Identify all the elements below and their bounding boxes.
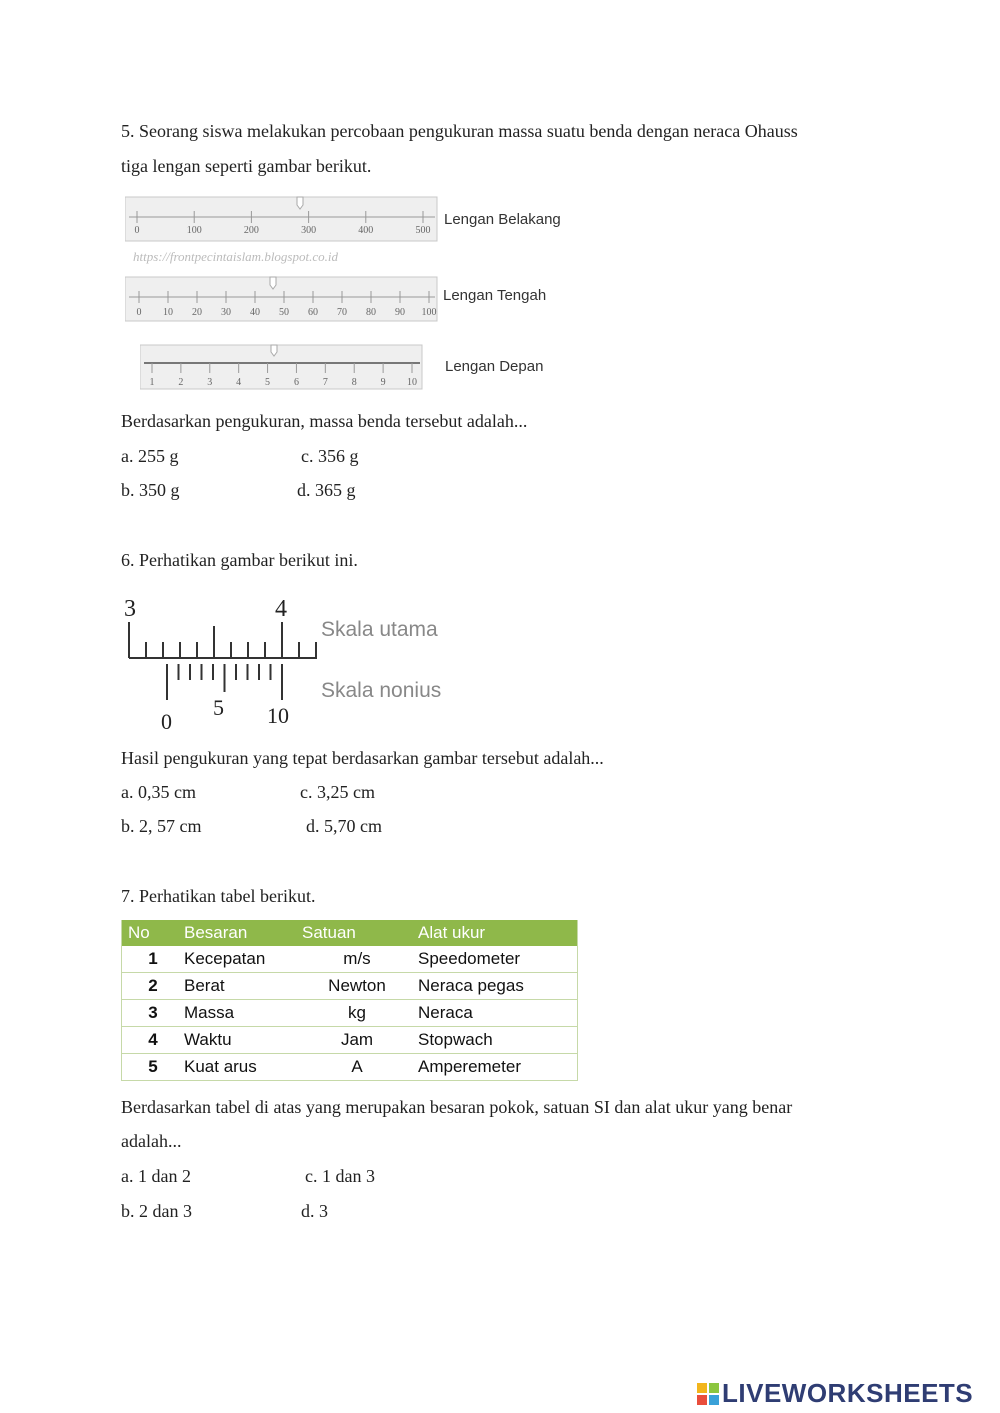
- middle-arm-tick-label: 60: [308, 307, 318, 318]
- cell-no: 1: [122, 946, 179, 973]
- q7-option-d[interactable]: d. 3: [301, 1201, 328, 1221]
- middle-arm-tick-label: 0: [136, 307, 142, 318]
- cell-satuan: A: [296, 1054, 412, 1081]
- cell-besaran: Berat: [178, 973, 296, 1000]
- cell-besaran: Massa: [178, 1000, 296, 1027]
- cell-besaran: Kecepatan: [178, 946, 296, 973]
- cell-besaran: Kuat arus: [178, 1054, 296, 1081]
- back-arm-tick-label: 300: [301, 225, 317, 236]
- vernier-0: 0: [161, 709, 172, 734]
- q6-option-d[interactable]: d. 5,70 cm: [306, 816, 382, 836]
- cell-satuan: Jam: [296, 1027, 412, 1054]
- middle-arm-tick-label: 80: [366, 307, 376, 318]
- table-header-row: [122, 920, 578, 946]
- cell-satuan: Newton: [296, 973, 412, 1000]
- vernier-10: 10: [267, 703, 289, 728]
- table-row: [122, 946, 578, 973]
- back-arm-label: Lengan Belakang: [444, 211, 561, 228]
- q5-option-a[interactable]: a. 255 g: [121, 446, 179, 466]
- cell-no: 5: [122, 1054, 179, 1081]
- q5-option-b[interactable]: b. 350 g: [121, 480, 180, 500]
- middle-arm-tick-label: 100: [421, 307, 437, 318]
- back-arm-ruler: [125, 195, 440, 243]
- cell-besaran: Waktu: [178, 1027, 296, 1054]
- header-satuan: Satuan: [296, 920, 412, 946]
- table-row: [122, 1027, 578, 1054]
- middle-arm-tick-label: 50: [279, 307, 289, 318]
- middle-arm-tick-label: 10: [163, 307, 173, 318]
- front-arm-ruler: [140, 343, 425, 391]
- front-arm-tick-label: 6: [293, 377, 299, 388]
- measurement-table: [121, 920, 578, 1081]
- q6-prompt: 6. Perhatikan gambar berikut ini.: [121, 550, 358, 570]
- front-arm-tick-label: 8: [351, 377, 357, 388]
- q5-question: Berdasarkan pengukuran, massa benda tersebut adalah...: [121, 411, 528, 431]
- table-row: [122, 1000, 578, 1027]
- cell-no: 2: [122, 973, 179, 1000]
- front-arm-tick-label: 3: [207, 377, 213, 388]
- cell-alat-ukur: Amperemeter: [412, 1054, 578, 1081]
- cell-no: 4: [122, 1027, 179, 1054]
- q5-option-c[interactable]: c. 356 g: [301, 446, 359, 466]
- back-arm-tick-label: 0: [134, 225, 140, 236]
- liveworksheets-logo-icon: [697, 1383, 719, 1405]
- cell-satuan: m/s: [296, 946, 412, 973]
- liveworksheets-logo-text: LIVEWORKSHEETS: [722, 1378, 974, 1408]
- front-arm-tick-label: 10: [407, 377, 417, 388]
- header-besaran: Besaran: [178, 920, 296, 946]
- middle-arm-tick-label: 90: [395, 307, 405, 318]
- q7-option-b[interactable]: b. 2 dan 3: [121, 1201, 192, 1221]
- cell-alat-ukur: Neraca pegas: [412, 973, 578, 1000]
- middle-arm-tick-label: 30: [221, 307, 231, 318]
- q7-prompt: 7. Perhatikan tabel berikut.: [121, 886, 316, 906]
- front-arm-tick-label: 2: [178, 377, 184, 388]
- cell-satuan: kg: [296, 1000, 412, 1027]
- main-scale-label: Skala utama: [321, 618, 438, 641]
- q7-option-c[interactable]: c. 1 dan 3: [305, 1166, 375, 1186]
- q6-option-b[interactable]: b. 2, 57 cm: [121, 816, 202, 836]
- middle-arm-label: Lengan Tengah: [443, 287, 547, 304]
- watermark: https://frontpecintaislam.blogspot.co.id: [133, 249, 338, 264]
- header-no: No: [122, 920, 179, 946]
- back-arm-tick-label: 200: [243, 225, 259, 236]
- back-arm-tick-label: 100: [186, 225, 202, 236]
- q5-text-line2: tiga lengan seperti gambar berikut.: [121, 156, 372, 176]
- table-row: [122, 973, 578, 1000]
- q6-question: Hasil pengukuran yang tepat berdasarkan gambar tersebut adalah...: [121, 748, 604, 768]
- middle-arm-tick-label: 40: [250, 307, 260, 318]
- vernier-scale-label: Skala nonius: [321, 679, 442, 702]
- back-arm-tick-label: 400: [358, 225, 374, 236]
- back-arm-tick-label: 500: [415, 225, 431, 236]
- q5-text-line1: 5. Seorang siswa melakukan percobaan pengukuran massa suatu benda dengan neraca Ohauss: [121, 121, 798, 141]
- main-scale-3: 3: [124, 596, 136, 622]
- cell-alat-ukur: Stopwach: [412, 1027, 578, 1054]
- front-arm-label: Lengan Depan: [445, 358, 544, 375]
- q7-question-line2: adalah...: [121, 1131, 182, 1151]
- cell-no: 3: [122, 1000, 179, 1027]
- table-row: [122, 1054, 578, 1081]
- q7-option-a[interactable]: a. 1 dan 2: [121, 1166, 191, 1186]
- front-arm-tick-label: 1: [149, 377, 155, 388]
- vernier-5: 5: [213, 695, 224, 720]
- q6-option-a[interactable]: a. 0,35 cm: [121, 782, 196, 802]
- vernier-caliper-diagram: [120, 592, 340, 737]
- front-arm-tick-label: 4: [236, 377, 242, 388]
- front-arm-tick-label: 9: [380, 377, 386, 388]
- front-arm-tick-label: 5: [265, 377, 271, 388]
- middle-arm-tick-label: 20: [192, 307, 202, 318]
- front-arm-tick-label: 7: [322, 377, 328, 388]
- main-scale-4: 4: [275, 596, 287, 622]
- q5-option-d[interactable]: d. 365 g: [297, 480, 356, 500]
- middle-arm-ruler: [125, 275, 440, 323]
- q6-option-c[interactable]: c. 3,25 cm: [300, 782, 375, 802]
- cell-alat-ukur: Neraca: [412, 1000, 578, 1027]
- q7-question-line1: Berdasarkan tabel di atas yang merupakan besaran pokok, satuan SI dan alat ukur yang benar: [121, 1097, 793, 1117]
- liveworksheets-logo: [697, 1378, 973, 1409]
- header-alat-ukur: Alat ukur: [412, 920, 578, 946]
- middle-arm-tick-label: 70: [337, 307, 347, 318]
- cell-alat-ukur: Speedometer: [412, 946, 578, 973]
